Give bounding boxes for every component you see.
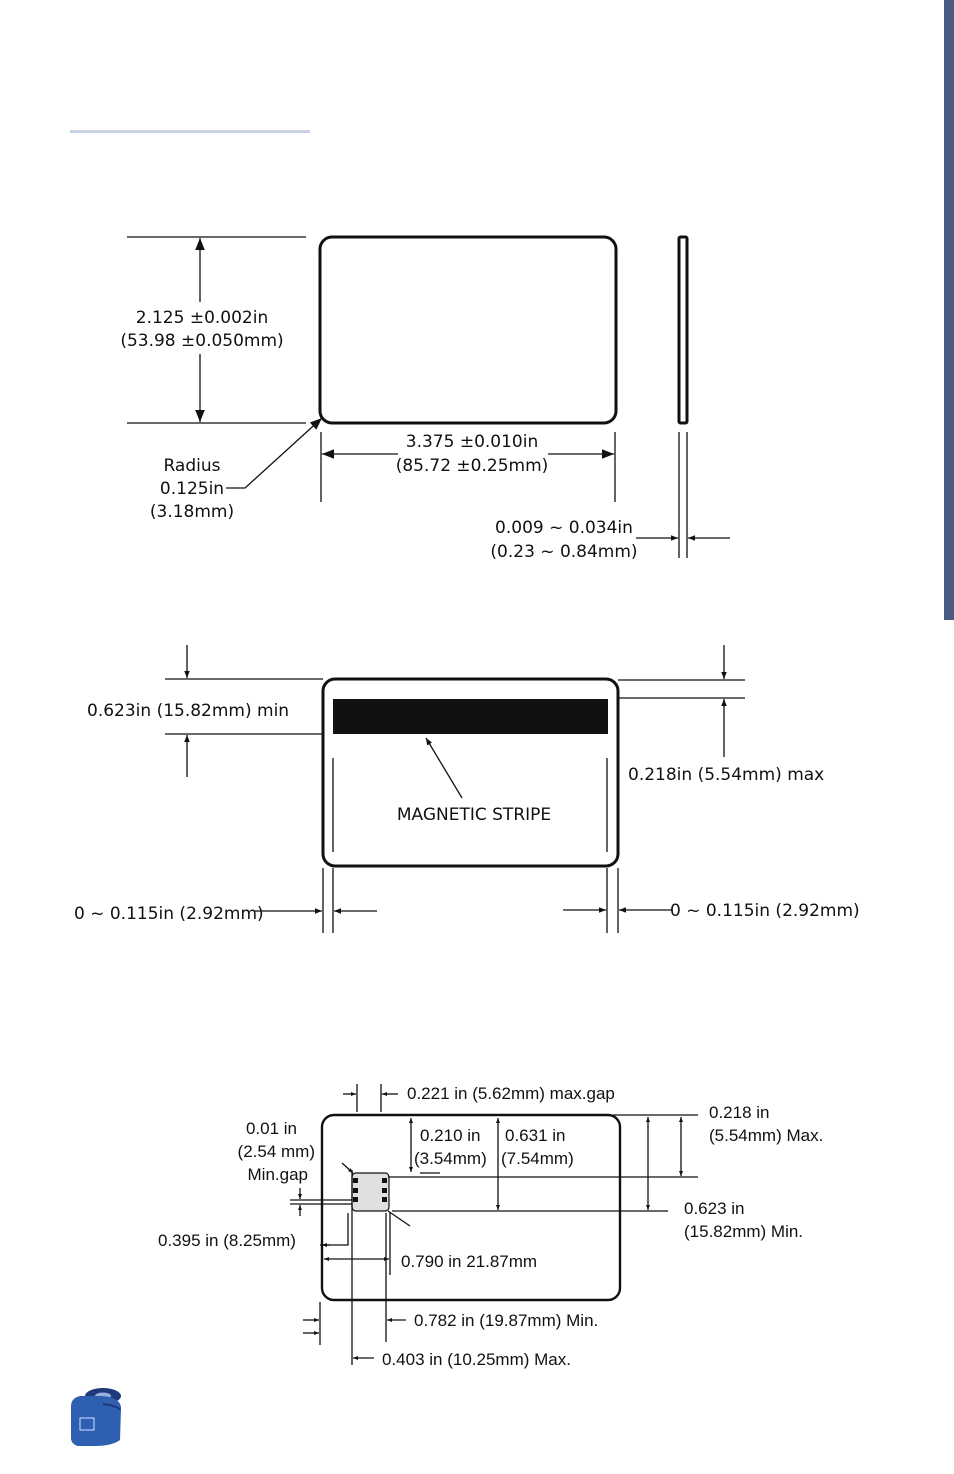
- figure-magnetic-stripe: [74, 645, 860, 933]
- width-mm-label: (85.72 ±0.25mm): [395, 456, 549, 476]
- thickness-mm-label: (0.23 ~ 0.84mm): [490, 542, 638, 562]
- max-gap-label: 0.221 in (5.62mm) max.gap: [407, 1084, 615, 1103]
- dim-623-line1: 0.623 in: [684, 1199, 745, 1218]
- height-in-label: 2.125 ±0.002in: [135, 308, 269, 328]
- thickness-in-label: 0.009 ~ 0.034in: [495, 518, 633, 538]
- dim-403-label: 0.403 in (10.25mm) Max.: [382, 1350, 571, 1369]
- dim-790-label: 0.790 in 21.87mm: [401, 1252, 538, 1271]
- figure-smart-card-chip: [158, 1084, 823, 1369]
- stripe-pointer: [426, 738, 462, 798]
- min-gap-line1: 0.01 in: [245, 1119, 297, 1138]
- figure-card-dimensions: [120, 237, 730, 562]
- dim-631-line2: (7.54mm): [501, 1149, 574, 1168]
- stripe-label: MAGNETIC STRIPE: [396, 805, 552, 825]
- dim-631-line1: 0.631 in: [505, 1126, 566, 1145]
- sidebar-bar: [944, 0, 954, 620]
- dim-782-label: 0.782 in (19.87mm) Min.: [414, 1311, 599, 1330]
- dim-218-line1: 0.218 in: [709, 1103, 770, 1122]
- card-edge-outline: [679, 237, 687, 423]
- stripe-min-label: 0.623in (15.82mm) min: [87, 701, 290, 721]
- dim-210-line1: 0.210 in: [420, 1126, 481, 1145]
- left-margin-label: 0 ~ 0.115in (2.92mm): [74, 904, 264, 924]
- stripe-max-label: 0.218in (5.54mm) max: [628, 765, 825, 785]
- width-in-label: 3.375 ±0.010in: [405, 432, 539, 452]
- dim-210-line2: (3.54mm): [414, 1149, 487, 1168]
- dim-395-leader: [320, 1213, 348, 1245]
- magnetic-stripe-band: [333, 699, 608, 734]
- dim-623-line2: (15.82mm) Min.: [684, 1222, 804, 1241]
- dim-395-label: 0.395 in (8.25mm): [158, 1231, 296, 1250]
- radius-leader: [226, 418, 322, 488]
- ribbon-roll-icon: [71, 1388, 121, 1446]
- min-gap-line2: (2.54 mm): [237, 1142, 315, 1161]
- min-gap-line3: Min.gap: [247, 1165, 308, 1184]
- radius-in-label: 0.125in: [159, 479, 225, 499]
- height-mm-label: (53.98 ±0.050mm): [120, 331, 284, 351]
- header-rule: [70, 130, 310, 133]
- right-margin-label: 0 ~ 0.115in (2.92mm): [670, 901, 860, 921]
- dim-218-line2: (5.54mm) Max.: [709, 1126, 824, 1145]
- card-front-outline: [320, 237, 616, 423]
- radius-title: Radius: [163, 456, 221, 476]
- radius-mm-label: (3.18mm): [149, 502, 235, 522]
